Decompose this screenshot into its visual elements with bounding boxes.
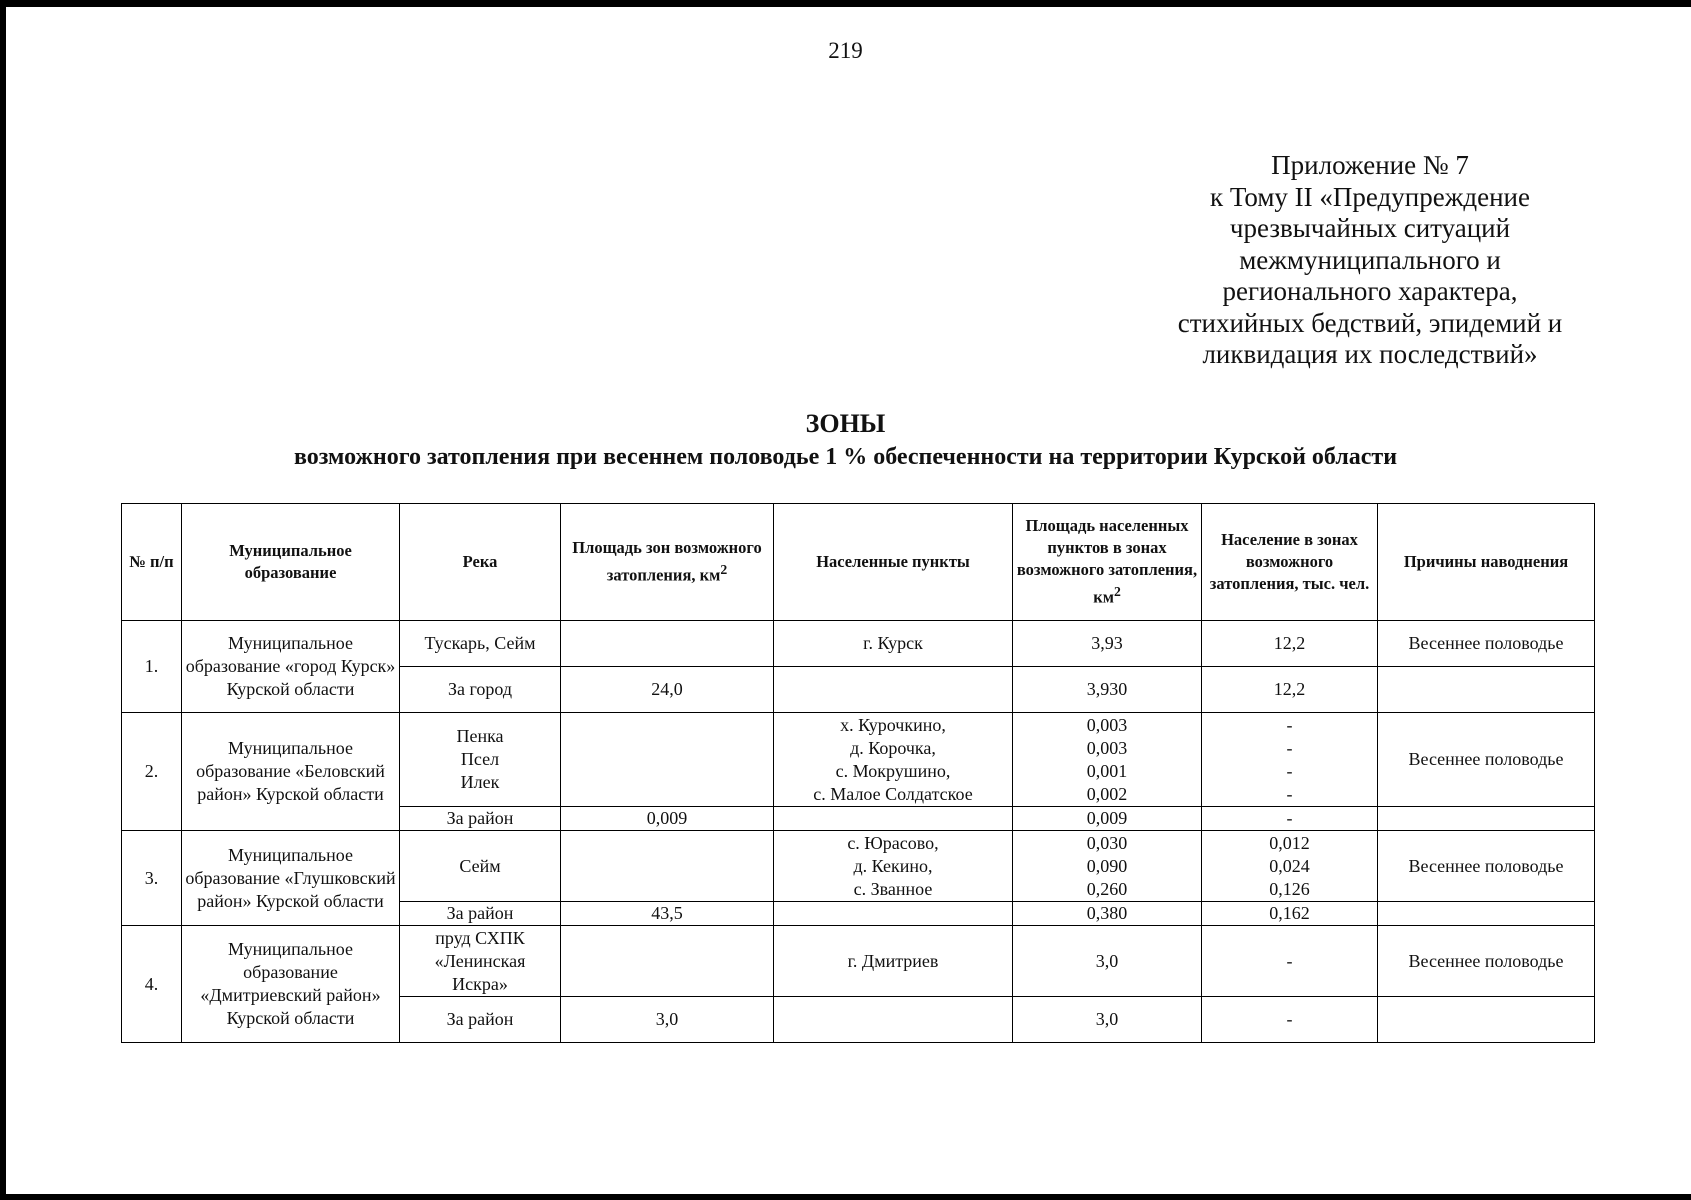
- river-line: пруд СХПК: [435, 927, 525, 948]
- population-line: -: [1286, 760, 1293, 781]
- table-row: [122, 621, 1595, 667]
- appendix-line: к Тому II «Предупреждение: [1210, 181, 1530, 212]
- population-line: 0,126: [1269, 878, 1310, 899]
- river-line: Псел: [460, 749, 500, 769]
- scan-border-bottom: [0, 1194, 1691, 1200]
- population-line: 0,012: [1269, 832, 1310, 853]
- settle-area-line: 0,001: [1086, 760, 1128, 781]
- table-row: [122, 831, 1595, 902]
- cell-population-total: -: [1202, 807, 1378, 831]
- document-title: ЗОНЫ: [805, 409, 886, 438]
- cell-settle-area: [1013, 926, 1202, 997]
- cell-settle-area: [1013, 713, 1202, 807]
- document-subtitle: возможного затопления при весеннем половодье 1 % обеспеченности на территории Курской области: [293, 444, 1398, 470]
- cell-cause: [1378, 831, 1595, 902]
- cell-population: [1202, 621, 1378, 667]
- cell-settle-area-total: 3,0: [1013, 997, 1202, 1043]
- appendix-line: межмуниципального и: [1239, 244, 1501, 275]
- cell-river-total: За район: [400, 807, 561, 831]
- settlement-line: д. Кекино,: [853, 855, 933, 876]
- cell-settlements: [774, 621, 1013, 667]
- cell-population-total: -: [1202, 997, 1378, 1043]
- appendix-line: регионального характера,: [1222, 276, 1518, 306]
- cell-settle-area-total: 0,380: [1013, 902, 1202, 926]
- appendix-line: ликвидация их последствий»: [1202, 339, 1538, 369]
- cell-cause-total: [1378, 807, 1595, 831]
- cell-municipality: [182, 713, 400, 831]
- population-line: -: [1286, 737, 1293, 758]
- population-line: 0,024: [1269, 855, 1310, 876]
- cell-population-total: 0,162: [1202, 902, 1378, 926]
- header-municipality: Муниципальное образование: [182, 504, 400, 621]
- cause-text: Весеннее половодье: [1408, 633, 1564, 653]
- cell-cause-total: [1378, 902, 1595, 926]
- cell-settlements: [774, 713, 1013, 807]
- cell-area: [561, 621, 774, 667]
- settlement-line: г. Курск: [863, 633, 923, 653]
- cell-river-total: За район: [400, 902, 561, 926]
- settlement-line: с. Мокрушино,: [835, 760, 951, 781]
- cell-area: [561, 713, 774, 807]
- population-line: -: [1286, 783, 1293, 804]
- river-line: Тускарь, Сейм: [424, 633, 536, 653]
- settlement-line: с. Малое Солдатское: [813, 783, 973, 804]
- header-area: [561, 504, 774, 621]
- cell-population: [1202, 713, 1378, 807]
- population-line: -: [1286, 950, 1293, 971]
- cell-settlements: [774, 926, 1013, 997]
- municipality-text: Муниципальное образование «Дмитриевский район» Курской области: [200, 939, 381, 1028]
- municipality-text: Муниципальное образование «Беловский район» Курской области: [196, 738, 385, 804]
- header-population: Население в зонах возможного затопления, тыс. чел.: [1202, 504, 1378, 621]
- cell-num: 4.: [122, 926, 182, 1043]
- cell-river: [400, 713, 561, 807]
- settlement-line: с. Юрасово,: [847, 832, 939, 853]
- cell-settle-area: [1013, 621, 1202, 667]
- cell-river: [400, 621, 561, 667]
- cell-population: [1202, 926, 1378, 997]
- table-row: [122, 926, 1595, 997]
- scan-border-left: [0, 0, 6, 1200]
- header-river: Река: [400, 504, 561, 621]
- cell-area-total: 43,5: [561, 902, 774, 926]
- header-settle-area-sup: 2: [1113, 584, 1121, 600]
- appendix-line: Приложение № 7: [1271, 150, 1469, 180]
- cell-settlements-total: [774, 807, 1013, 831]
- cell-settle-area-total: 0,009: [1013, 807, 1202, 831]
- cell-num: 2.: [122, 713, 182, 831]
- settle-area-line: 3,0: [1095, 950, 1119, 971]
- river-line: Искра»: [452, 973, 508, 994]
- cell-settlements: [774, 831, 1013, 902]
- settle-area-line: 0,090: [1086, 855, 1128, 876]
- header-settle-area: [1013, 504, 1202, 621]
- settle-area-line: 0,030: [1086, 832, 1128, 853]
- cell-settlements-total: [774, 997, 1013, 1043]
- settle-area-line: 3,93: [1091, 633, 1123, 653]
- population-line: -: [1286, 714, 1293, 735]
- appendix-line: стихийных бедствий, эпидемий и: [1177, 307, 1563, 338]
- cell-municipality: [182, 621, 400, 713]
- header-settle-area-text: Площадь населенных пунктов в зонах возможного затопления, км: [1016, 516, 1198, 607]
- cell-settlements-total: [774, 667, 1013, 713]
- cell-num: 3.: [122, 831, 182, 926]
- river-line: «Ленинская: [434, 950, 526, 971]
- cell-area-total: 3,0: [561, 997, 774, 1043]
- cell-cause-total: [1378, 997, 1595, 1043]
- population-line: 12,2: [1273, 633, 1306, 653]
- municipality-text: Муниципальное образование «город Курск» Курской области: [185, 633, 396, 699]
- cell-area: [561, 926, 774, 997]
- settlement-line: г. Дмитриев: [847, 950, 939, 971]
- page-number: 219: [828, 38, 863, 63]
- table-row: [122, 713, 1595, 807]
- cell-cause: [1378, 621, 1595, 667]
- cell-river: [400, 926, 561, 997]
- cell-settle-area-total: 3,930: [1013, 667, 1202, 713]
- cell-settle-area: [1013, 831, 1202, 902]
- settlement-line: х. Курочкино,: [840, 714, 946, 735]
- cell-population: [1202, 831, 1378, 902]
- flood-zones-table: [121, 503, 1595, 1043]
- settle-area-line: 0,003: [1086, 714, 1128, 735]
- header-row: [122, 504, 1595, 621]
- settle-area-line: 0,002: [1086, 783, 1128, 804]
- cell-area-total: 24,0: [561, 667, 774, 713]
- cell-municipality: [182, 926, 400, 1043]
- settle-area-line: 0,003: [1086, 737, 1128, 758]
- settlement-line: д. Корочка,: [850, 737, 936, 758]
- cell-river: [400, 831, 561, 902]
- cell-cause-total: [1378, 667, 1595, 713]
- settle-area-line: 0,260: [1086, 878, 1128, 899]
- header-area-sup: 2: [720, 562, 728, 578]
- cell-cause: [1378, 713, 1595, 807]
- cell-area: [561, 831, 774, 902]
- scan-border-top: [0, 0, 1691, 7]
- header-settlements: Населенные пункты: [774, 504, 1013, 621]
- river-line: Илек: [460, 772, 500, 792]
- cell-settlements-total: [774, 902, 1013, 926]
- cell-municipality: [182, 831, 400, 926]
- header-causes: Причины наводнения: [1378, 504, 1595, 621]
- settlement-line: с. Званное: [853, 878, 933, 899]
- cell-num: 1.: [122, 621, 182, 713]
- river-line: Пенка: [456, 726, 504, 746]
- cell-cause: [1378, 926, 1595, 997]
- cause-text: Весеннее половодье: [1408, 749, 1564, 769]
- cell-population-total: 12,2: [1202, 667, 1378, 713]
- header-area-text: Площадь зон возможного затопления, км: [572, 538, 762, 585]
- appendix-reference: [1120, 150, 1620, 371]
- cell-river-total: За район: [400, 997, 561, 1043]
- river-line: Сейм: [459, 855, 501, 876]
- appendix-line: чрезвычайных ситуаций: [1229, 213, 1511, 243]
- municipality-text: Муниципальное образование «Глушковский район» Курской области: [185, 844, 396, 911]
- cause-text: Весеннее половодье: [1408, 950, 1564, 971]
- header-num: № п/п: [122, 504, 182, 621]
- cell-area-total: 0,009: [561, 807, 774, 831]
- cause-text: Весеннее половодье: [1408, 855, 1564, 876]
- cell-river-total: За город: [400, 667, 561, 713]
